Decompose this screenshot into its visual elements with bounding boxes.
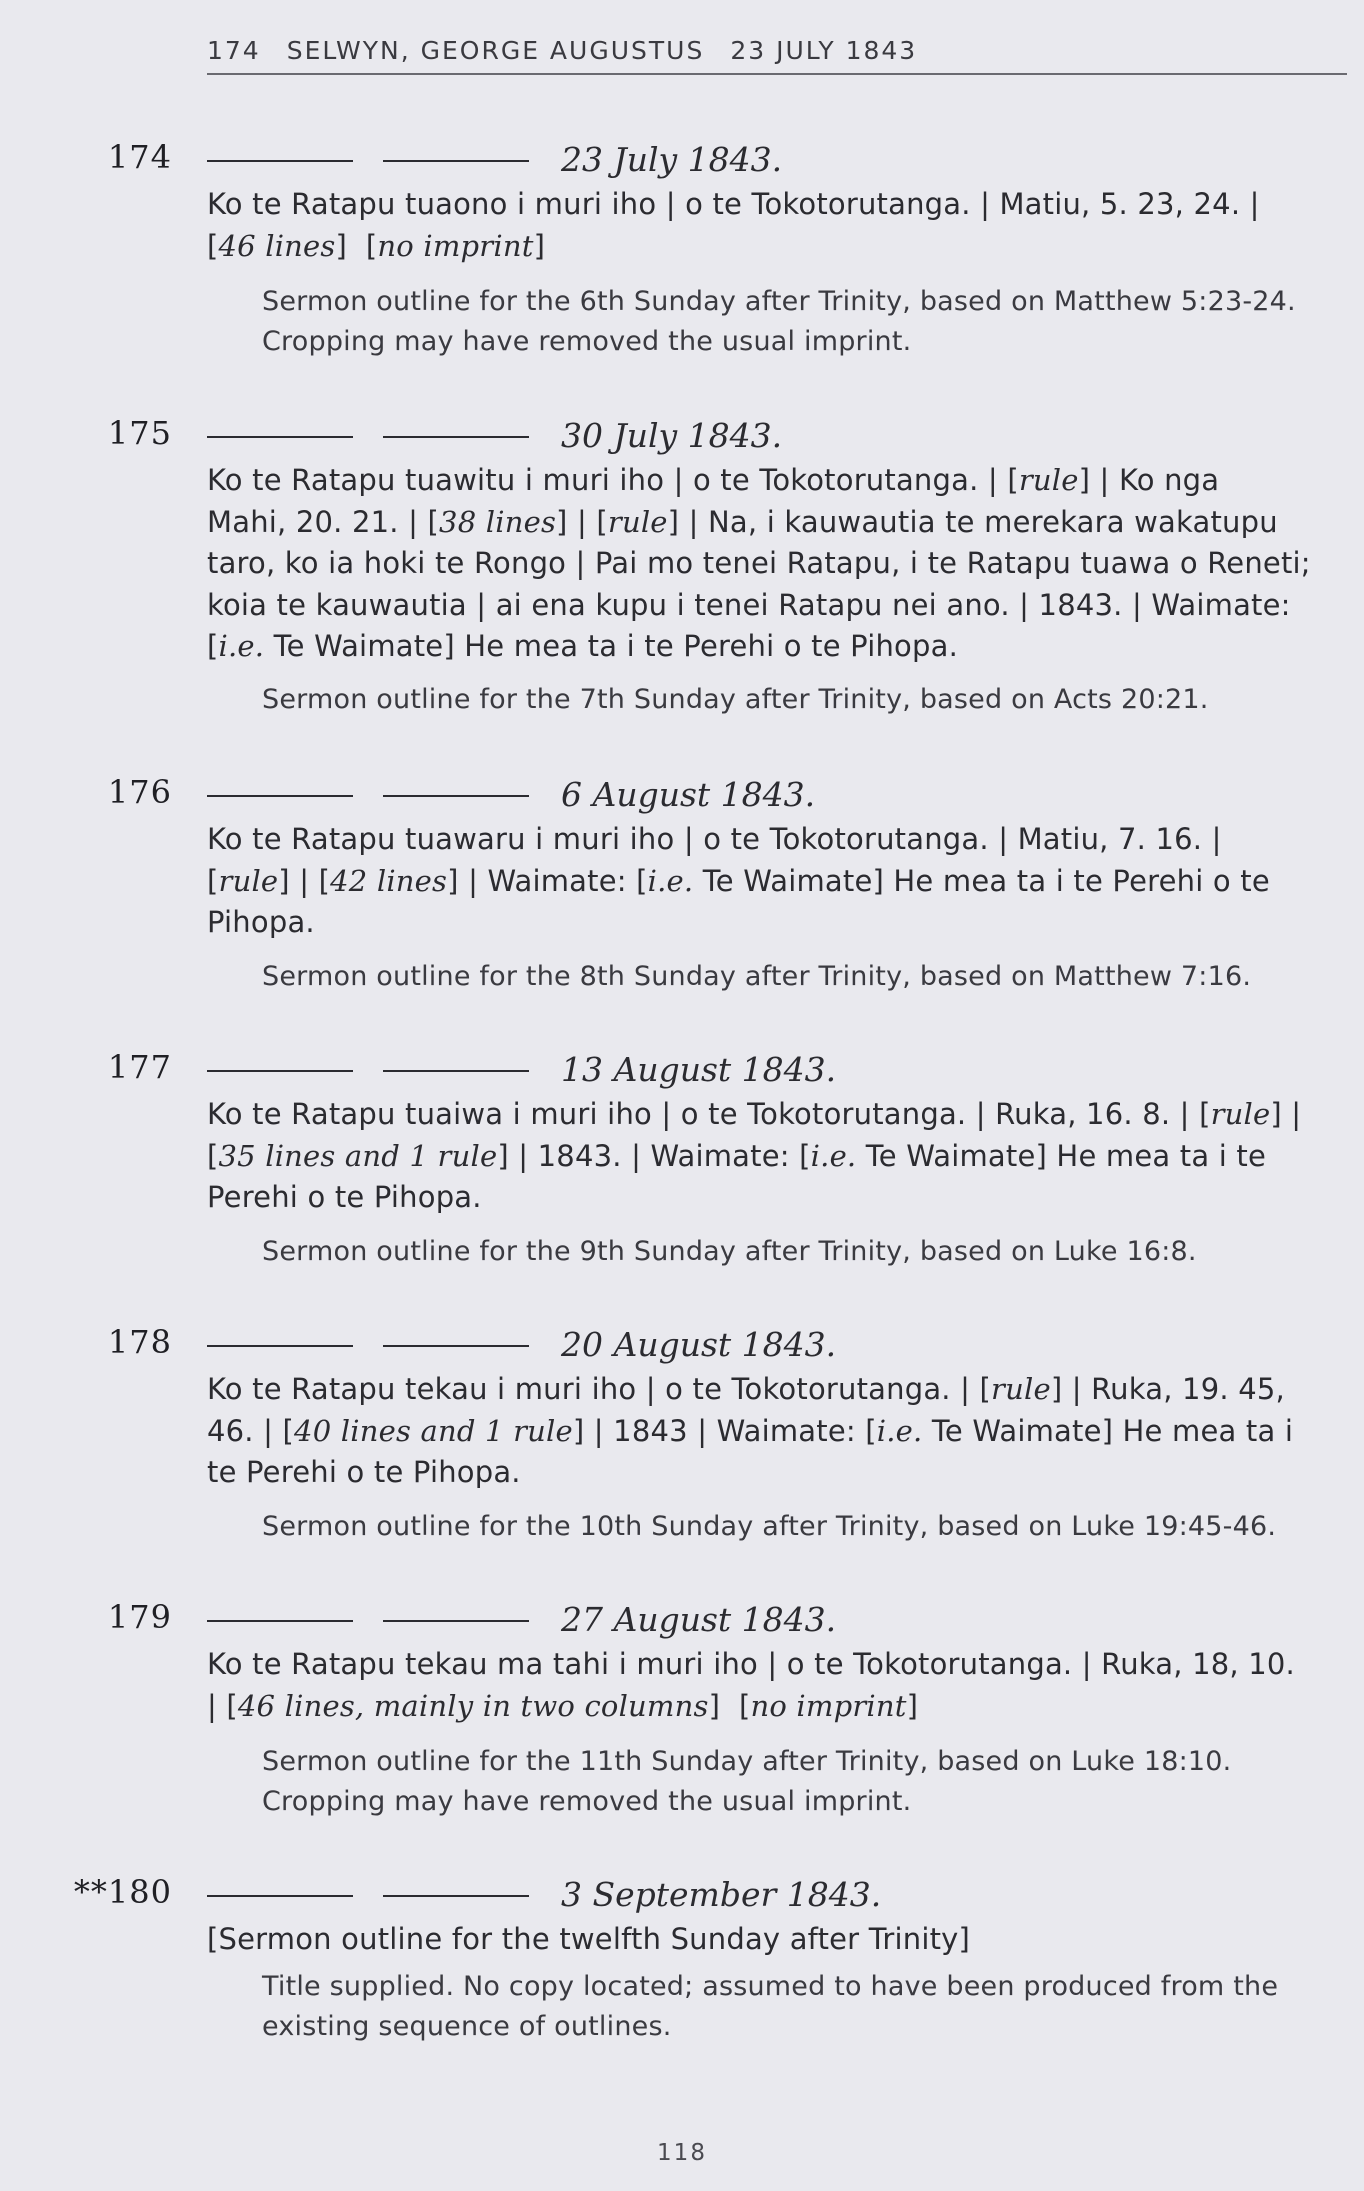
entry-note <box>262 1507 1352 1547</box>
ditto-rule <box>207 1070 353 1072</box>
ditto-rule <box>383 1620 529 1622</box>
entry-heading <box>207 1048 836 1090</box>
entry-number: 179 <box>107 1598 172 1636</box>
title-line: Pihopa. <box>207 905 315 939</box>
entry-title <box>207 460 1347 668</box>
title-line: 46. | [40 lines and 1 rule] | 1843 | Waimate: [i.e. Te Waimate] He mea ta i <box>207 1413 1294 1448</box>
entry-date: 20 August 1843. <box>561 1324 837 1364</box>
note-line: Sermon outline for the 9th Sunday after Trinity, based on Luke 16:8. <box>262 1236 1197 1267</box>
entry-heading <box>207 773 815 815</box>
title-line: [rule] | [42 lines] | Waimate: [i.e. Te Waimate] He mea ta i te Perehi o te <box>207 863 1270 898</box>
note-line: Cropping may have removed the usual imprint. <box>262 1786 912 1817</box>
entry-date: 30 July 1843. <box>561 415 783 455</box>
folio-page-number: 118 <box>657 2140 707 2166</box>
title-line: te Perehi o te Pihopa. <box>207 1455 521 1489</box>
title-line: Ko te Ratapu tuawaru i muri iho | o te Tokotorutanga. | Matiu, 7. 16. | <box>207 822 1222 856</box>
ditto-rule <box>207 1345 353 1347</box>
title-line: Ko te Ratapu tuaiwa i muri iho | o te Tokotorutanga. | Ruka, 16. 8. | [rule] | <box>207 1097 1302 1131</box>
ditto-rule <box>207 160 353 162</box>
ditto-rule <box>207 436 353 438</box>
entry-title <box>207 1369 1347 1494</box>
note-line: Title supplied. No copy located; assumed to have been produced from the <box>262 1971 1279 2002</box>
title-line: [i.e. Te Waimate] He mea ta i te Perehi o te Pihopa. <box>207 629 958 663</box>
running-head-date: 23 JULY 1843 <box>730 36 918 65</box>
title-line: | [46 lines, mainly in two columns] [no imprint] <box>207 1688 919 1723</box>
note-line: Sermon outline for the 8th Sunday after Trinity, based on Matthew 7:16. <box>262 961 1252 992</box>
note-line: Sermon outline for the 11th Sunday after Trinity, based on Luke 18:10. <box>262 1746 1232 1777</box>
ditto-rule <box>383 1345 529 1347</box>
title-line: [46 lines] [no imprint] <box>207 228 546 263</box>
entry-heading <box>207 1323 836 1365</box>
title-line: Ko te Ratapu tuawitu i muri iho | o te Tokotorutanga. | [rule] | Ko nga <box>207 463 1220 497</box>
entry-date: 6 August 1843. <box>561 774 816 814</box>
title-line: koia te kauwautia | ai ena kupu i tenei Ratapu nei ano. | 1843. | Waimate: <box>207 587 1291 622</box>
title-line: taro, ko ia hoki te Rongo | Pai mo tenei Ratapu, i te Ratapu tuawa o Reneti; <box>207 546 1311 580</box>
entry-number: 174 <box>107 138 172 176</box>
note-line: Cropping may have removed the usual imprint. <box>262 326 912 357</box>
ditto-rule <box>207 795 353 797</box>
entry-number: **180 <box>73 1873 172 1911</box>
title-line: Mahi, 20. 21. | [38 lines] | [rule] | Na, i kauwautia te merekara wakatupu <box>207 504 1278 539</box>
ditto-rule <box>383 1895 529 1897</box>
note-line: existing sequence of outlines. <box>262 2011 672 2042</box>
entry-title <box>207 1919 1347 1961</box>
entry-date: 13 August 1843. <box>561 1049 837 1089</box>
title-line: Perehi o te Pihopa. <box>207 1180 482 1214</box>
note-line: Sermon outline for the 6th Sunday after Trinity, based on Matthew 5:23-24. <box>262 286 1296 317</box>
ditto-rule <box>383 436 529 438</box>
entry-date: 23 July 1843. <box>561 139 783 179</box>
title-line: Ko te Ratapu tekau i muri iho | o te Tokotorutanga. | [rule] | Ruka, 19. 45, <box>207 1372 1285 1406</box>
ditto-rule <box>383 1070 529 1072</box>
entry-note <box>262 1742 1352 1822</box>
entry-note <box>262 680 1352 720</box>
title-line: Ko te Ratapu tekau ma tahi i muri iho | o te Tokotorutanga. | Ruka, 18, 10. <box>207 1647 1295 1681</box>
ditto-rule <box>383 795 529 797</box>
entry-number: 178 <box>107 1323 172 1361</box>
running-head <box>207 36 1347 75</box>
ditto-rule <box>207 1620 353 1622</box>
entry-title <box>207 1644 1347 1727</box>
entry-date: 27 August 1843. <box>561 1599 837 1639</box>
ditto-rule <box>207 1895 353 1897</box>
entry-heading <box>207 414 782 456</box>
entry-note <box>262 282 1352 362</box>
note-line: Sermon outline for the 10th Sunday after Trinity, based on Luke 19:45-46. <box>262 1511 1277 1542</box>
entry-number: 177 <box>107 1048 172 1086</box>
entry-heading <box>207 1873 881 1915</box>
ditto-rule <box>383 160 529 162</box>
title-line: Ko te Ratapu tuaono i muri iho | o te Tokotorutanga. | Matiu, 5. 23, 24. | <box>207 187 1260 221</box>
entry-title <box>207 1094 1347 1219</box>
entry-note <box>262 1232 1352 1272</box>
entry-heading <box>207 138 782 180</box>
entry-note <box>262 1967 1352 2047</box>
entry-note <box>262 957 1352 997</box>
entry-heading <box>207 1598 836 1640</box>
title-line: [Sermon outline for the twelfth Sunday after Trinity] <box>207 1922 971 1956</box>
entry-title <box>207 819 1347 944</box>
entry-title <box>207 184 1347 267</box>
entry-number: 175 <box>107 414 172 452</box>
note-line: Sermon outline for the 7th Sunday after Trinity, based on Acts 20:21. <box>262 684 1209 715</box>
entry-date: 3 September 1843. <box>561 1874 882 1914</box>
running-head-page-number: 174 <box>207 36 261 65</box>
title-line: [35 lines and 1 rule] | 1843. | Waimate: [i.e. Te Waimate] He mea ta i te <box>207 1138 1267 1173</box>
entry-number: 176 <box>107 773 172 811</box>
running-head-author: SELWYN, GEORGE AUGUSTUS <box>286 36 705 65</box>
